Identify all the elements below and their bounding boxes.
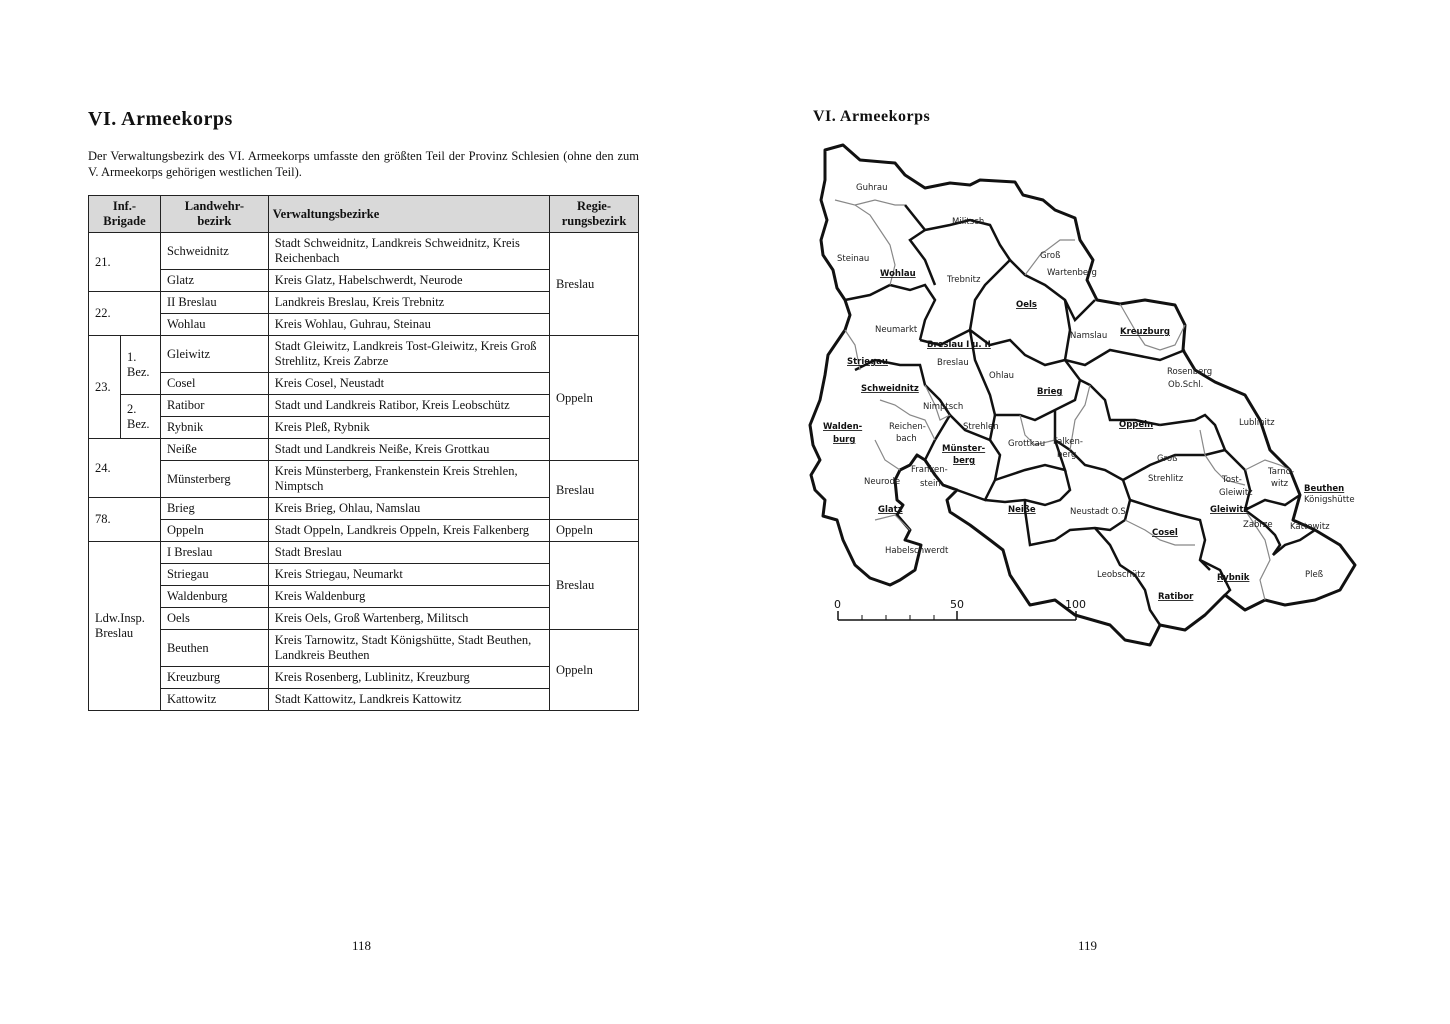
map-label: Namslau: [1070, 331, 1108, 341]
map-label: Franken-: [911, 465, 948, 475]
map-label: Steinau: [837, 254, 870, 264]
landwehr-cell: Beuthen: [160, 630, 268, 667]
map-label: witz: [1271, 479, 1289, 489]
map-label: Gleiwitz: [1219, 488, 1253, 498]
map-label: Wartenberg: [1047, 268, 1097, 278]
map-label: Rybnik: [1217, 573, 1250, 583]
map-label: Kreuzburg: [1120, 327, 1170, 337]
regierung-cell: Breslau: [550, 233, 639, 336]
district-border: [1160, 415, 1280, 555]
admin-cell: Kreis Tarnowitz, Stadt Königshütte, Stadt Beuthen, Landkreis Beuthen: [268, 630, 549, 667]
map-label: Glatz: [878, 505, 903, 515]
admin-cell: Stadt Schweidnitz, Landkreis Schweidnitz, Kreis Reichenbach: [268, 233, 549, 270]
admin-cell: Kreis Münsterberg, Frankenstein Kreis Strehlen, Nimptsch: [268, 461, 549, 498]
table-row: [89, 336, 639, 373]
scale-label-50: 50: [950, 598, 964, 611]
brigade-cell: Ldw.Insp. Breslau: [89, 542, 161, 711]
scale-label-100: 100: [1065, 598, 1086, 611]
district-border: [1245, 495, 1300, 510]
district-border: [985, 470, 1070, 505]
map-label: Wohlau: [880, 269, 916, 279]
landwehr-cell: Cosel: [160, 373, 268, 395]
landwehr-cell: I Breslau: [160, 542, 268, 564]
map-label: Trebnitz: [947, 275, 981, 285]
landwehr-cell: Rybnik: [160, 417, 268, 439]
header-landwehr: Landwehr- bezirk: [160, 196, 268, 233]
map-label: Strehlen: [963, 422, 999, 432]
brigade-cell: 24.: [89, 439, 161, 498]
map-label: Ohlau: [989, 371, 1015, 381]
landwehr-cell: Ratibor: [160, 395, 268, 417]
district-border: [1080, 380, 1160, 425]
table-row: [89, 630, 639, 667]
map-title: VI. Armeekorps: [813, 108, 931, 125]
header-brigade: Inf.- Brigade: [89, 196, 161, 233]
map-outline: [810, 145, 1355, 645]
map-label: Tarno-: [1268, 467, 1295, 477]
landwehr-cell: Kattowitz: [160, 689, 268, 711]
map-label: Striegau: [847, 357, 888, 367]
map-label: Neiße: [1008, 505, 1036, 515]
landwehr-cell: Schweidnitz: [160, 233, 268, 270]
landwehr-cell: Oppeln: [160, 520, 268, 542]
map-label: stein: [920, 479, 941, 489]
intro-paragraph: Der Verwaltungsbezirk des VI. Armeekorps umfasste den größten Teil der Provinz Schlesien (ohne den zum V. Armeekorps gehörigen westlichen Teil).: [88, 149, 639, 179]
corps-table: [88, 195, 639, 711]
map-label: Ratibor: [1158, 592, 1194, 602]
map-label: Habelschwerdt: [885, 546, 949, 556]
admin-cell: Kreis Cosel, Neustadt: [268, 373, 549, 395]
map-label: burg: [833, 435, 856, 445]
landwehr-cell: Glatz: [160, 270, 268, 292]
map-label: Lublinitz: [1239, 418, 1275, 428]
brigade-cell: 21.: [89, 233, 161, 292]
map-label: Neurode: [864, 477, 901, 487]
landwehr-cell: Oels: [160, 608, 268, 630]
landwehr-cell: Brieg: [160, 498, 268, 520]
map-label: Strehlitz: [1148, 474, 1184, 484]
regierung-cell: Breslau: [550, 461, 639, 520]
landwehr-cell: Waldenburg: [160, 586, 268, 608]
map-label: Militsch: [952, 217, 985, 227]
header-verwaltung: Verwaltungsbezirke: [268, 196, 549, 233]
page-number-right: 119: [1078, 938, 1098, 953]
map-label: Neustadt O.S.: [1070, 507, 1129, 517]
map-label: Neumarkt: [875, 325, 918, 335]
admin-cell: Kreis Glatz, Habelschwerdt, Neurode: [268, 270, 549, 292]
admin-cell: Stadt Gleiwitz, Landkreis Tost-Gleiwitz, Kreis Groß Strehlitz, Kreis Zabrze: [268, 336, 549, 373]
brigade-cell: 22.: [89, 292, 161, 336]
map-label: Königshütte: [1304, 495, 1355, 505]
admin-cell: Stadt und Landkreis Neiße, Kreis Grottkau: [268, 439, 549, 461]
map-label: Oels: [1016, 300, 1037, 310]
kreis-border: [1200, 430, 1205, 455]
admin-cell: Stadt Kattowitz, Landkreis Kattowitz: [268, 689, 549, 711]
map-label: Walden-: [823, 422, 863, 432]
map-label: Reichen-: [889, 422, 926, 432]
admin-cell: Landkreis Breslau, Kreis Trebnitz: [268, 292, 549, 314]
map-label: Groß: [1157, 454, 1178, 464]
map-label: Pleß: [1305, 570, 1324, 580]
map-label: Grottkau: [1008, 439, 1046, 449]
right-page: [725, 0, 1450, 1024]
admin-cell: Kreis Pleß, Rybnik: [268, 417, 549, 439]
map-label: Zabrze: [1243, 520, 1273, 530]
sub-brigade-cell: 1. Bez.: [120, 336, 160, 395]
sub-brigade-cell: 2. Bez.: [120, 395, 160, 439]
map-label: Guhrau: [856, 183, 888, 193]
district-border: [1025, 440, 1130, 545]
landwehr-cell: II Breslau: [160, 292, 268, 314]
admin-cell: Stadt Breslau: [268, 542, 549, 564]
brigade-cell: 78.: [89, 498, 161, 542]
map-label: Brieg: [1037, 387, 1063, 397]
landwehr-cell: Münsterberg: [160, 461, 268, 498]
landwehr-cell: Neiße: [160, 439, 268, 461]
table-row: [89, 542, 639, 564]
map-label: Ob.Schl.: [1168, 380, 1204, 390]
map-label: berg: [953, 456, 976, 466]
page-title: VI. Armeekorps: [88, 108, 233, 130]
map-label: Nimptsch: [923, 402, 964, 412]
page-number-left: 118: [352, 938, 372, 953]
scale-label-0: 0: [834, 598, 841, 611]
table-header-row: [89, 196, 639, 233]
admin-cell: Kreis Waldenburg: [268, 586, 549, 608]
header-regierung: Regie- rungsbezirk: [550, 196, 639, 233]
admin-cell: Kreis Rosenberg, Lublinitz, Kreuzburg: [268, 667, 549, 689]
map-label: Leobschütz: [1097, 570, 1146, 580]
map-label: bach: [896, 434, 917, 444]
regierung-cell: Oppeln: [550, 630, 639, 711]
landwehr-cell: Kreuzburg: [160, 667, 268, 689]
map-label: Tost-: [1222, 475, 1242, 485]
landwehr-cell: Wohlau: [160, 314, 268, 336]
kreis-border: [855, 200, 905, 205]
map-label: Beuthen: [1304, 484, 1345, 494]
admin-cell: Stadt Oppeln, Landkreis Oppeln, Kreis Falkenberg: [268, 520, 549, 542]
admin-cell: Kreis Oels, Groß Wartenberg, Militsch: [268, 608, 549, 630]
admin-cell: Kreis Wohlau, Guhrau, Steinau: [268, 314, 549, 336]
landwehr-cell: Gleiwitz: [160, 336, 268, 373]
landwehr-cell: Striegau: [160, 564, 268, 586]
admin-cell: Stadt und Landkreis Ratibor, Kreis Leobschütz: [268, 395, 549, 417]
map-label: Schweidnitz: [861, 384, 919, 394]
table-row: [89, 520, 639, 542]
brigade-cell: 23.: [89, 336, 121, 439]
admin-cell: Kreis Brieg, Ohlau, Namslau: [268, 498, 549, 520]
map-label: Münster-: [942, 444, 986, 454]
table-row: [89, 461, 639, 498]
map-label: Breslau I u. II: [927, 340, 991, 350]
regierung-cell: Oppeln: [550, 520, 639, 542]
map-label: Cosel: [1152, 528, 1178, 538]
map-label: Groß: [1040, 251, 1061, 261]
map-label: Breslau: [937, 358, 969, 368]
map-label: Gleiwitz: [1210, 505, 1249, 515]
kreis-border: [875, 440, 900, 470]
regierung-cell: Oppeln: [550, 336, 639, 461]
regierung-cell: Breslau: [550, 542, 639, 630]
table-row: [89, 233, 639, 270]
map-label: Oppeln: [1119, 420, 1154, 430]
map-label: Kattowitz: [1290, 522, 1330, 532]
map-label: Rosenberg: [1167, 367, 1213, 377]
map-label: berg: [1057, 450, 1077, 460]
silesia-map: [725, 0, 1450, 1024]
admin-cell: Kreis Striegau, Neumarkt: [268, 564, 549, 586]
map-label: Falken-: [1053, 437, 1083, 447]
